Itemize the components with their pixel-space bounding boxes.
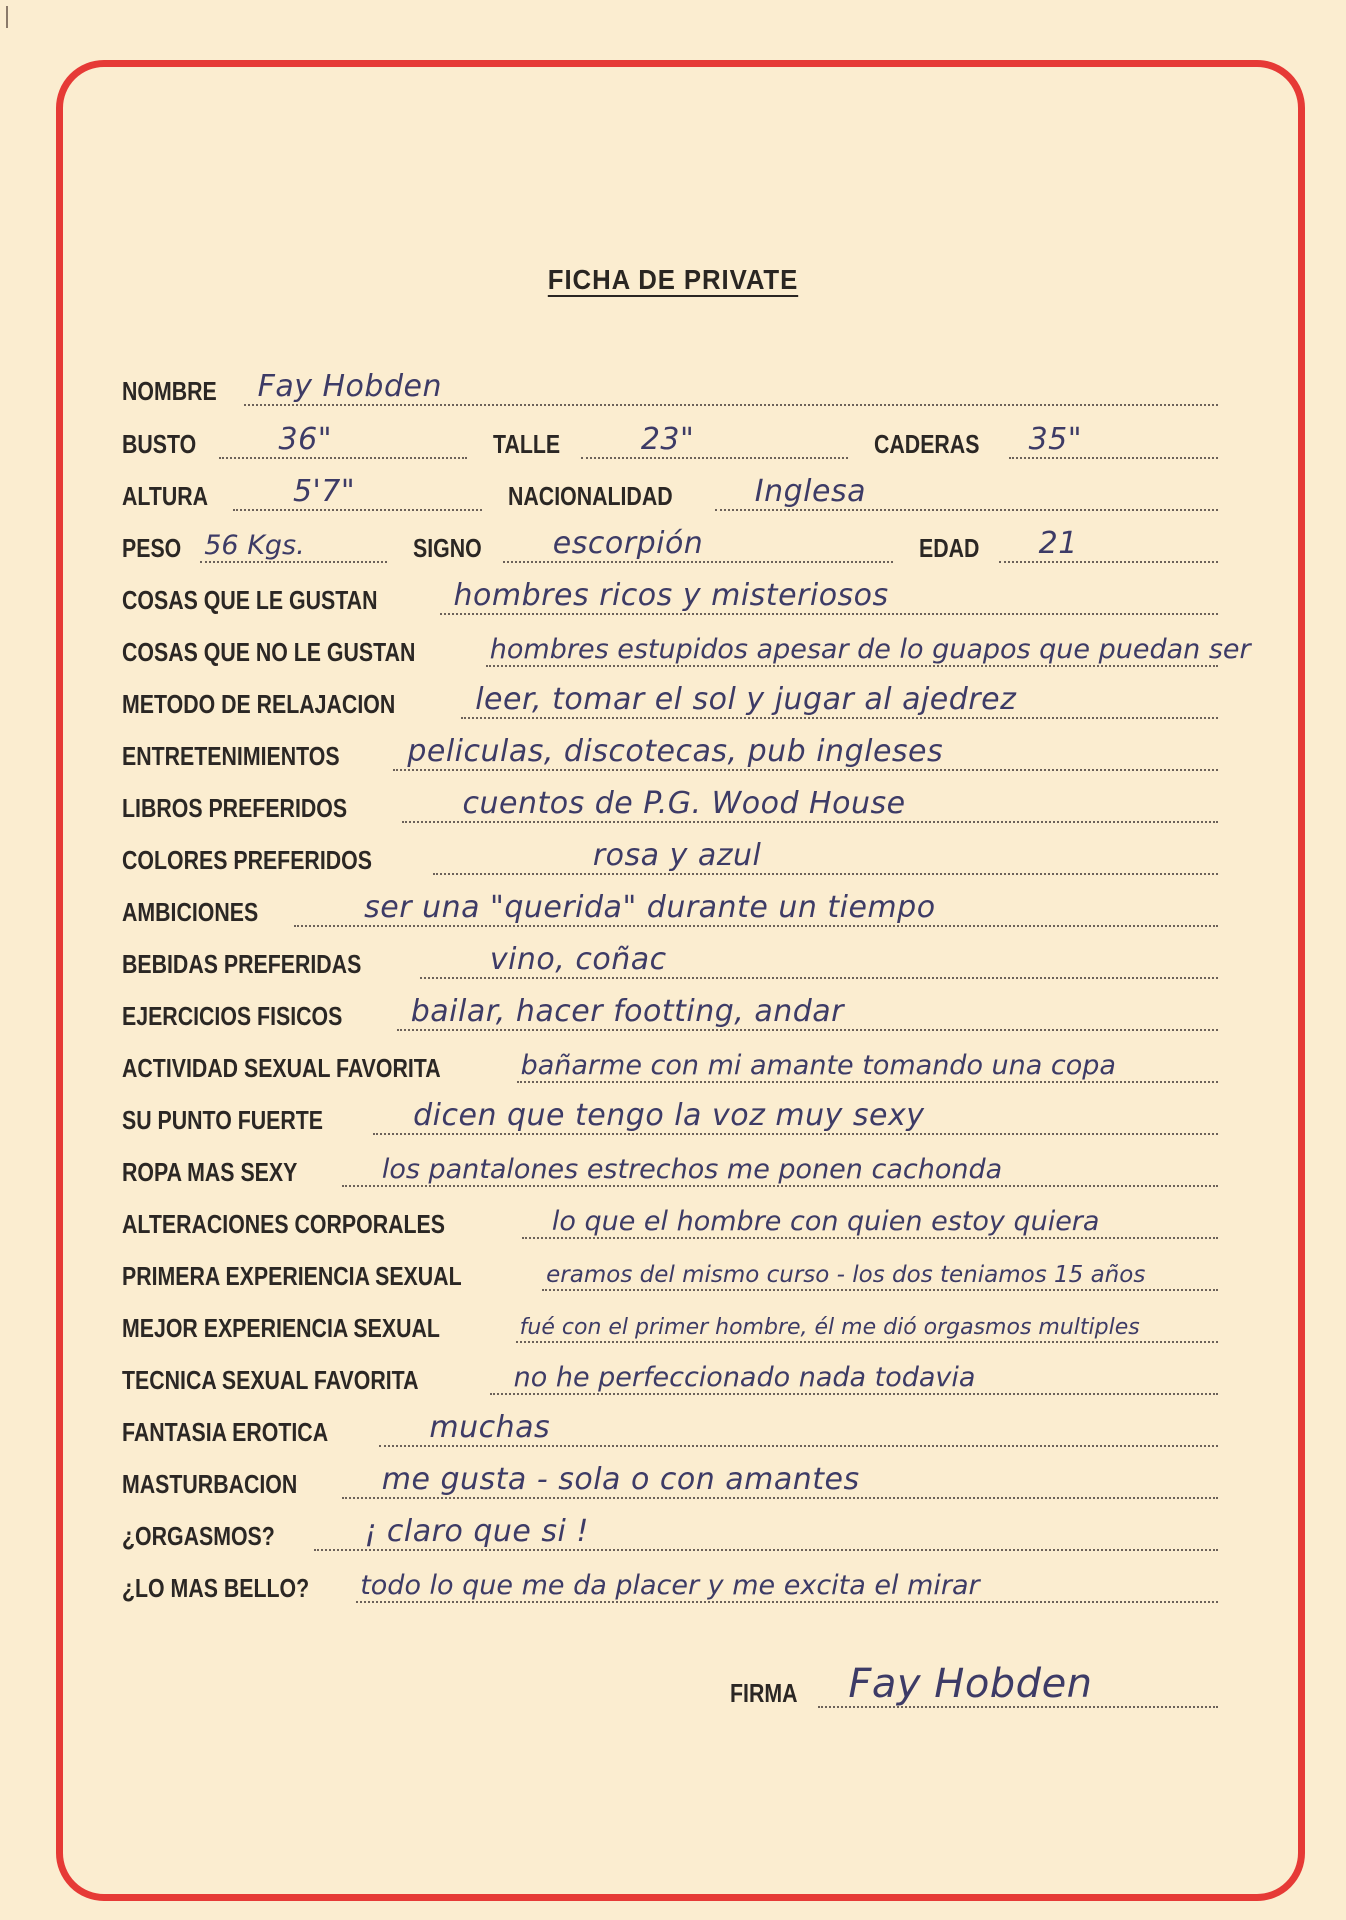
field-cosas-no-gustan	[122, 631, 1251, 667]
field-peso	[122, 527, 387, 563]
line-busto	[219, 423, 467, 459]
value-signo: escorpión	[552, 526, 704, 561]
value-mas-bello: todo lo que me da placer y me excita el mirar	[360, 1570, 980, 1601]
line-colores	[433, 839, 1218, 875]
red-rounded-frame	[56, 60, 1305, 1901]
field-altura	[122, 475, 482, 511]
label-talle: TALLE	[493, 429, 561, 459]
field-bebidas	[122, 943, 1218, 979]
value-edad: 21	[1038, 526, 1078, 561]
label-caderas: CADERAS	[874, 429, 980, 459]
label-ropa: ROPA MAS SEXY	[122, 1157, 298, 1187]
field-nacionalidad	[508, 475, 1218, 511]
row-colores	[122, 829, 1218, 875]
line-signo	[503, 527, 893, 563]
line-firma	[818, 1661, 1218, 1708]
line-peso	[200, 527, 387, 563]
label-cosas-no-gustan: COSAS QUE NO LE GUSTAN	[122, 637, 416, 667]
row-nombre	[122, 360, 1218, 406]
row-entretenimientos	[122, 725, 1218, 771]
value-talle: 23"	[640, 422, 695, 457]
field-cosas-gustan	[122, 579, 1218, 615]
row-ambiciones	[122, 881, 1218, 927]
field-primera-exp	[122, 1255, 1218, 1291]
label-colores: COLORES PREFERIDOS	[122, 845, 372, 875]
label-ejercicios: EJERCICIOS FISICOS	[122, 1001, 343, 1031]
value-tecnica: no he perfeccionado nada todavia	[513, 1362, 976, 1393]
row-primera-exp	[122, 1245, 1218, 1291]
value-entretenimientos: peliculas, discotecas, pub ingleses	[407, 734, 944, 769]
row-altura	[122, 465, 1218, 511]
field-talle	[493, 423, 848, 459]
label-peso: PESO	[122, 533, 182, 563]
value-bebidas: vino, coñac	[489, 942, 667, 977]
line-talle	[581, 423, 848, 459]
line-masturbacion	[342, 1463, 1218, 1499]
value-primera-exp: eramos del mismo curso - los dos teniamos 15 años	[546, 1262, 1146, 1288]
field-signo	[413, 527, 893, 563]
value-ropa: los pantalones estrechos me ponen cachonda	[381, 1154, 1003, 1185]
field-entretenimientos	[122, 735, 1218, 771]
line-nacionalidad	[715, 475, 1218, 511]
line-primera-exp	[542, 1255, 1218, 1291]
line-ropa	[342, 1151, 1218, 1187]
field-mas-bello	[122, 1567, 1218, 1603]
value-libros: cuentos de P.G. Wood House	[462, 786, 906, 821]
line-relajacion	[461, 683, 1218, 719]
line-punto-fuerte	[373, 1099, 1218, 1135]
line-actividad-sexual	[517, 1047, 1218, 1083]
label-bebidas: BEBIDAS PREFERIDAS	[122, 949, 362, 979]
row-relajacion	[122, 673, 1218, 719]
value-punto-fuerte: dicen que tengo la voz muy sexy	[413, 1098, 925, 1133]
row-peso	[122, 517, 1218, 563]
line-mejor-exp	[516, 1307, 1218, 1343]
label-libros: LIBROS PREFERIDOS	[122, 793, 348, 823]
value-alteraciones: lo que el hombre con quien estoy quiera	[551, 1206, 1100, 1237]
label-masturbacion: MASTURBACION	[122, 1469, 298, 1499]
label-cosas-gustan: COSAS QUE LE GUSTAN	[122, 585, 378, 615]
row-cosas-gustan	[122, 569, 1218, 615]
label-mejor-exp: MEJOR EXPERIENCIA SEXUAL	[122, 1313, 440, 1343]
field-masturbacion	[122, 1463, 1218, 1499]
label-busto: BUSTO	[122, 429, 197, 459]
value-busto: 36"	[278, 422, 333, 457]
value-ejercicios: bailar, hacer footting, andar	[410, 994, 845, 1029]
row-mas-bello	[122, 1557, 1218, 1603]
value-masturbacion: me gusta - sola o con amantes	[381, 1462, 860, 1497]
line-orgasmos	[314, 1515, 1218, 1551]
scan-mark	[6, 6, 8, 28]
row-ejercicios	[122, 985, 1218, 1031]
value-caderas: 35"	[1028, 422, 1083, 457]
field-mejor-exp	[122, 1307, 1218, 1343]
signature: Fay Hobden	[848, 1661, 1093, 1707]
row-medidas	[122, 413, 1218, 459]
field-ambiciones	[122, 891, 1218, 927]
field-ropa	[122, 1151, 1218, 1187]
label-fantasia: FANTASIA EROTICA	[122, 1417, 329, 1447]
label-tecnica: TECNICA SEXUAL FAVORITA	[122, 1365, 419, 1395]
label-entretenimientos: ENTRETENIMIENTOS	[122, 741, 340, 771]
line-nombre	[244, 370, 1218, 406]
field-nombre	[122, 370, 1218, 406]
field-caderas	[874, 423, 1218, 459]
line-cosas-no-gustan	[486, 631, 1251, 667]
field-tecnica	[122, 1359, 1218, 1395]
row-fantasia	[122, 1401, 1218, 1447]
row-tecnica	[122, 1349, 1218, 1395]
label-primera-exp: PRIMERA EXPERIENCIA SEXUAL	[122, 1261, 462, 1291]
line-entretenimientos	[393, 735, 1218, 771]
line-ambiciones	[294, 891, 1218, 927]
value-altura: 5'7"	[292, 474, 356, 509]
form-title: FICHA DE PRIVATE	[547, 264, 799, 295]
row-actividad-sexual	[122, 1037, 1218, 1083]
row-orgasmos	[122, 1505, 1218, 1551]
row-punto-fuerte	[122, 1089, 1218, 1135]
value-relajacion: leer, tomar el sol y jugar al ajedrez	[475, 682, 1017, 717]
row-alteraciones	[122, 1193, 1218, 1239]
label-altura: ALTURA	[122, 481, 209, 511]
value-actividad-sexual: bañarme con mi amante tomando una copa	[520, 1050, 1116, 1081]
value-cosas-no-gustan: hombres estupidos apesar de lo guapos que puedan ser	[489, 634, 1251, 665]
value-mejor-exp: fué con el primer hombre, él me dió orgasmos multiples	[519, 1315, 1140, 1340]
line-bebidas	[420, 943, 1218, 979]
value-nacionalidad: Inglesa	[754, 474, 866, 509]
line-cosas-gustan	[440, 579, 1218, 615]
field-orgasmos	[122, 1515, 1218, 1551]
row-mejor-exp	[122, 1297, 1218, 1343]
value-cosas-gustan: hombres ricos y misteriosos	[453, 578, 889, 613]
field-alteraciones	[122, 1203, 1218, 1239]
line-altura	[233, 475, 482, 511]
field-actividad-sexual	[122, 1047, 1218, 1083]
field-libros	[122, 787, 1218, 823]
field-ejercicios	[122, 995, 1218, 1031]
line-ejercicios	[397, 995, 1218, 1031]
line-alteraciones	[522, 1203, 1218, 1239]
line-mas-bello	[356, 1567, 1218, 1603]
value-orgasmos: ¡ claro que si !	[364, 1514, 589, 1549]
row-firma	[730, 1648, 1218, 1708]
label-ambiciones: AMBICIONES	[122, 897, 259, 927]
line-fantasia	[379, 1411, 1218, 1447]
line-edad	[999, 527, 1218, 563]
row-masturbacion	[122, 1453, 1218, 1499]
line-caderas	[1009, 423, 1218, 459]
row-cosas-no-gustan	[122, 621, 1251, 667]
row-ropa	[122, 1141, 1218, 1187]
line-tecnica	[490, 1359, 1218, 1395]
label-nacionalidad: NACIONALIDAD	[508, 481, 673, 511]
value-nombre: Fay Hobden	[257, 369, 442, 404]
label-nombre: NOMBRE	[122, 376, 217, 406]
label-mas-bello: ¿LO MAS BELLO?	[122, 1573, 310, 1603]
field-fantasia	[122, 1411, 1218, 1447]
row-bebidas	[122, 933, 1218, 979]
field-edad	[919, 527, 1218, 563]
value-colores: rosa y azul	[592, 838, 762, 873]
field-busto	[122, 423, 467, 459]
label-firma: FIRMA	[730, 1678, 798, 1708]
label-punto-fuerte: SU PUNTO FUERTE	[122, 1105, 323, 1135]
field-colores	[122, 839, 1218, 875]
label-orgasmos: ¿ORGASMOS?	[122, 1521, 275, 1551]
value-peso: 56 Kgs.	[204, 530, 305, 561]
label-actividad-sexual: ACTIVIDAD SEXUAL FAVORITA	[122, 1053, 441, 1083]
label-signo: SIGNO	[413, 533, 482, 563]
line-libros	[402, 787, 1218, 823]
field-firma	[730, 1661, 1218, 1708]
field-relajacion	[122, 683, 1218, 719]
label-relajacion: METODO DE RELAJACION	[122, 689, 396, 719]
label-alteraciones: ALTERACIONES CORPORALES	[122, 1209, 445, 1239]
label-edad: EDAD	[919, 533, 980, 563]
field-punto-fuerte	[122, 1099, 1218, 1135]
value-fantasia: muchas	[429, 1410, 551, 1445]
value-ambiciones: ser una "querida" durante un tiempo	[364, 890, 936, 925]
row-libros	[122, 777, 1218, 823]
